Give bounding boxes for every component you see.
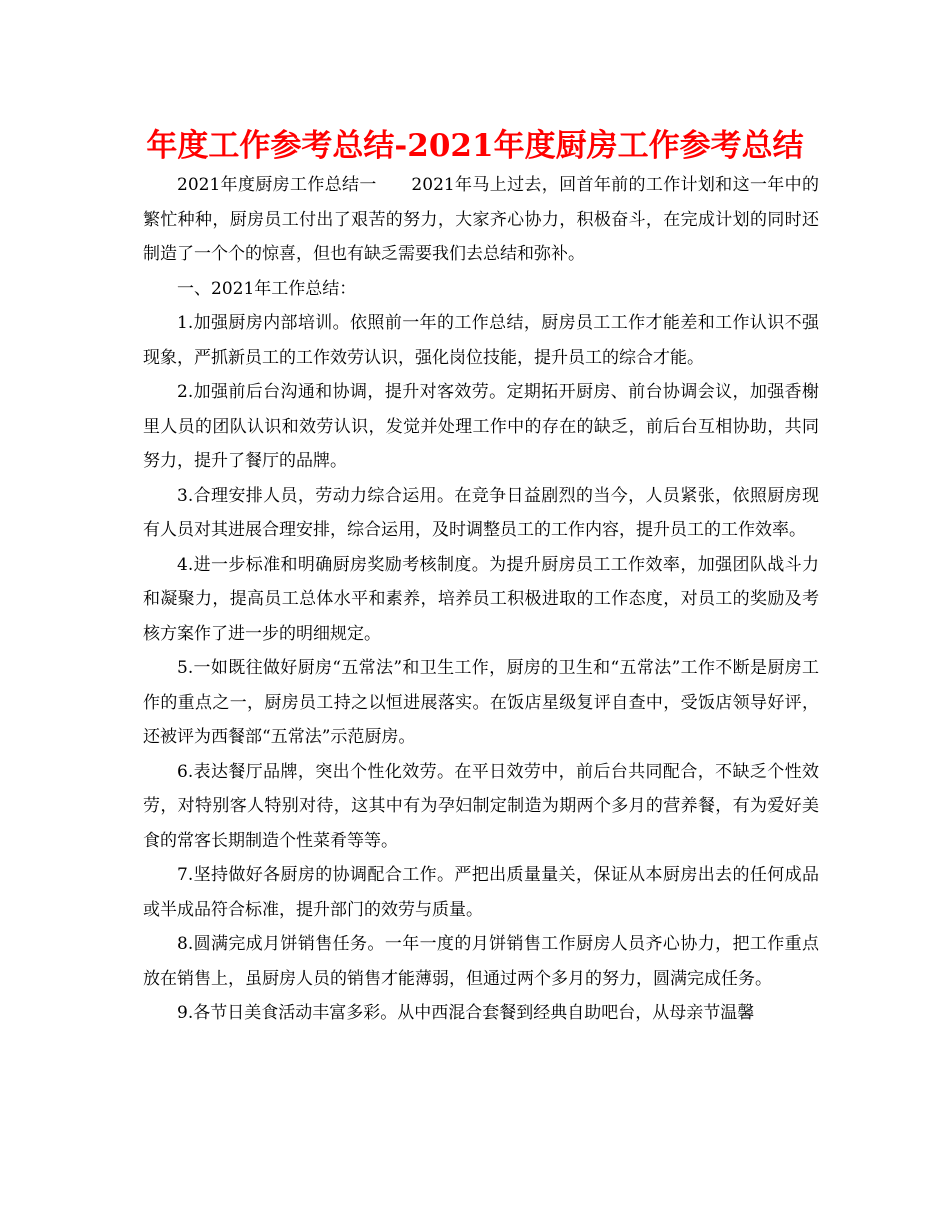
paragraph-item-2: 2.加强前后台沟通和协调，提升对客效劳。定期拓开厨房、前台协调会议，加强香榭里人员的团队认识和效劳认识，发觉并处理工作中的存在的缺乏，前后台互相协助，共同努力，提升了餐厅的品牌。 (143, 382, 819, 471)
paragraph-item-1: 1.加强厨房内部培训。依照前一年的工作总结，厨房员工工作才能差和工作认识不强现象，严抓新员工的工作效劳认识，强化岗位技能，提升员工的综合才能。 (143, 313, 819, 368)
paragraph-item-7: 7.坚持做好各厨房的协调配合工作。严把出质量量关，保证从本厨房出去的任何成品或半成品符合标准，提升部门的效劳与质量。 (143, 865, 819, 920)
paragraph-item-6: 6.表达餐厅品牌，突出个性化效劳。在平日效劳中，前后台共同配合，不缺乏个性效劳，对特别客人特别对待，这其中有为孕妇制定制造为期两个多月的营养餐，有为爱好美食的常客长期制造个性菜肴等等。 (143, 761, 819, 851)
paragraph-section-heading: 一、2021年工作总结： (177, 278, 357, 299)
paragraph-item-5: 5.一如既往做好厨房“五常法”和卫生工作，厨房的卫生和“五常法”工作不断是厨房工作的重点之一，厨房员工持之以恒进展落实。在饭店星级复评自查中，受饭店领导好评，还被评为西餐部“五常法”示范厨房。 (143, 658, 819, 747)
paragraph-item-9: 9.各节日美食活动丰富多彩。从中西混合套餐到经典自助吧台，从母亲节温馨 (177, 1003, 755, 1023)
paragraph-intro: 2021年度厨房工作总结一 2021年马上过去，回首年前的工作计划和这一年中的繁忙种种，厨房员工付出了艰苦的努力，大家齐心协力，积极奋斗，在完成计划的同时还制造了一个个的惊喜，但也有缺乏需要我们去总结和弥补。 (143, 175, 819, 264)
paragraph-item-3: 3.合理安排人员，劳动力综合运用。在竞争日益剧烈的当今，人员紧张，依照厨房现有人员对其进展合理安排，综合运用，及时调整员工的工作内容，提升员工的工作效率。 (143, 485, 819, 540)
paragraph-item-4: 4.进一步标准和明确厨房奖励考核制度。为提升厨房员工工作效率，加强团队战斗力和凝聚力，提高员工总体水平和素养，培养员工积极进取的工作态度，对员工的奖励及考核方案作了进一步的明细规定。 (143, 554, 819, 644)
document-body (143, 168, 819, 1031)
document-title: 年度工作参考总结-2021年度厨房工作参考总结 (146, 128, 804, 164)
paragraph-item-8: 8.圆满完成月饼销售任务。一年一度的月饼销售工作厨房人员齐心协力，把工作重点放在销售上，虽厨房人员的销售才能薄弱，但通过两个多月的努力，圆满完成任务。 (143, 934, 819, 989)
